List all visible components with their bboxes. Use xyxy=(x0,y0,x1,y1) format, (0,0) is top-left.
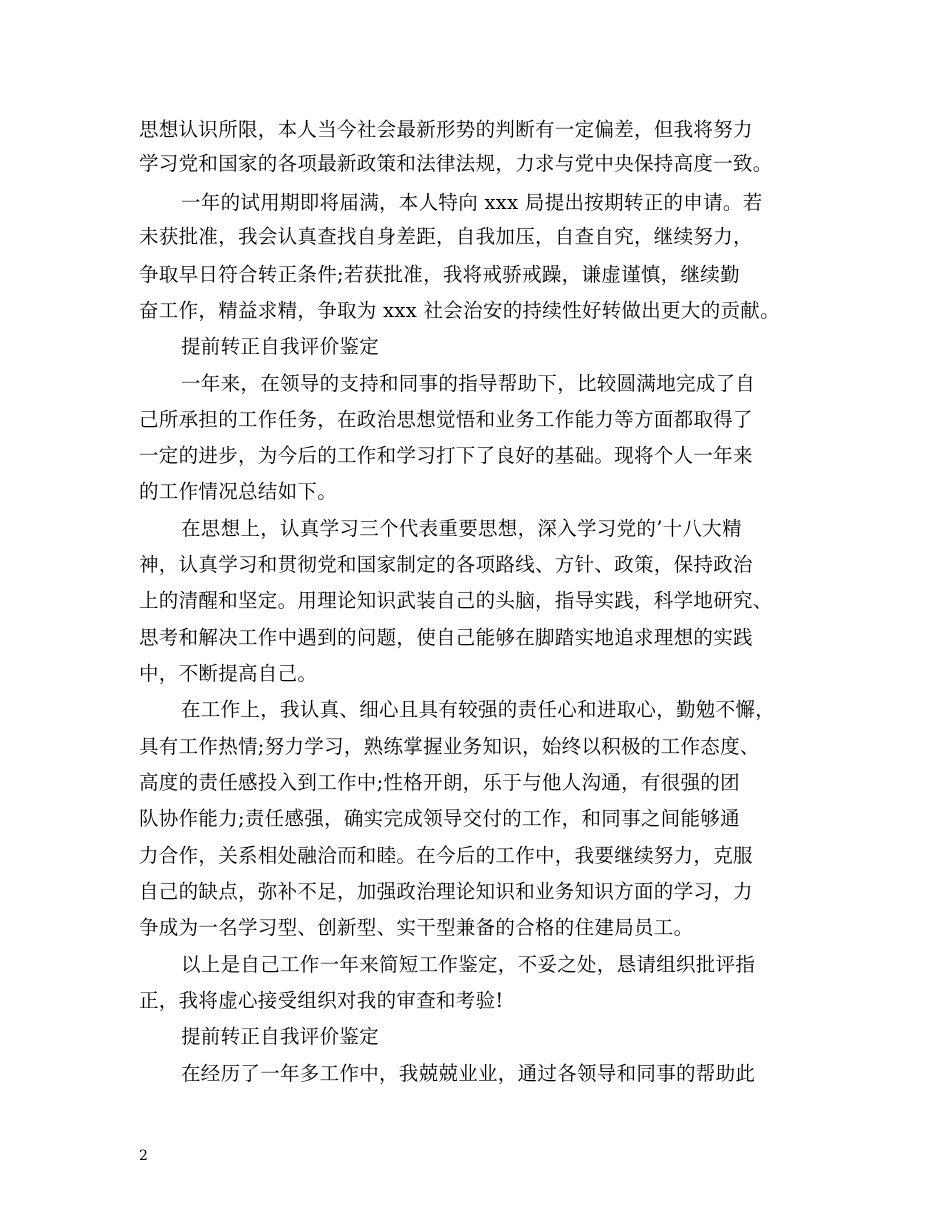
text-line: 未获批准，我会认真查找自身差距，自我加压，自查自究，继续努力， xyxy=(139,225,753,248)
text-line: 中，不断提高自己。 xyxy=(139,662,318,685)
text-line: 己所承担的工作任务，在政治思想觉悟和业务工作能力等方面都取得了 xyxy=(139,408,753,431)
text-line: 自己的缺点，弥补不足，加强政治理论知识和业务知识方面的学习，力 xyxy=(139,880,753,903)
text-line: 奋工作，精益求精，争取为 xxx 社会治安的持续性好转做出更大的贡献。 xyxy=(139,299,780,322)
text-line: 在思想上，认真学习三个代表重要思想，深入学习党的’十八大精 xyxy=(181,517,742,540)
text-line: 争成为一名学习型、创新型、实干型兼备的合格的住建局员工。 xyxy=(139,916,694,939)
text-line: 队协作能力;责任感强，确实完成领导交付的工作，和同事之间能够通 xyxy=(139,807,740,830)
text-line: 高度的责任感投入到工作中;性格开朗，乐于与他人沟通，有很强的团 xyxy=(139,771,740,794)
text-line: 具有工作热情;努力学习，熟练掌握业务知识，始终以积极的工作态度、 xyxy=(139,735,760,758)
text-line: 争取早日符合转正条件;若获批准，我将戒骄戒躁，谦虚谨慎，继续勤 xyxy=(139,263,740,286)
text-line: 一年来，在领导的支持和同事的指导帮助下，比较圆满地完成了自 xyxy=(181,372,756,395)
section-heading: 提前转正自我评价鉴定 xyxy=(181,1025,380,1048)
section-heading: 提前转正自我评价鉴定 xyxy=(181,335,380,358)
text-line: 力合作，关系相处融洽而和睦。在今后的工作中，我要继续努力，克服 xyxy=(139,844,753,867)
text-line: 思考和解决工作中遇到的问题，使自己能够在脚踏实地追求理想的实践 xyxy=(139,626,753,649)
text-line: 的工作情况总结如下。 xyxy=(139,480,338,503)
text-line: 一定的进步，为今后的工作和学习打下了良好的基础。现将个人一年来 xyxy=(139,444,753,467)
text-line: 在经历了一年多工作中，我兢兢业业，通过各领导和同事的帮助此 xyxy=(181,1062,756,1085)
page-number: 2 xyxy=(139,1148,148,1164)
text-line: 以上是自己工作一年来简短工作鉴定，不妥之处，恳请组织批评指 xyxy=(181,953,756,976)
text-line: 一年的试用期即将届满，本人特向 xxx 局提出按期转正的申请。若 xyxy=(181,191,763,214)
text-line: 正，我将虚心接受组织对我的审查和考验! xyxy=(139,989,504,1012)
text-line: 学习党和国家的各项最新政策和法律法规，力求与党中央保持高度一致。 xyxy=(139,152,773,175)
text-line: 在工作上，我认真、细心且具有较强的责任心和进取心，勤勉不懈， xyxy=(181,698,776,721)
text-line: 思想认识所限，本人当今社会最新形势的判断有一定偏差，但我将努力 xyxy=(139,118,753,141)
text-line: 神，认真学习和贯彻党和国家制定的各项路线、方针、政策，保持政治 xyxy=(139,553,753,576)
text-line: 上的清醒和坚定。用理论知识武装自己的头脑，指导实践，科学地研究、 xyxy=(139,589,773,612)
